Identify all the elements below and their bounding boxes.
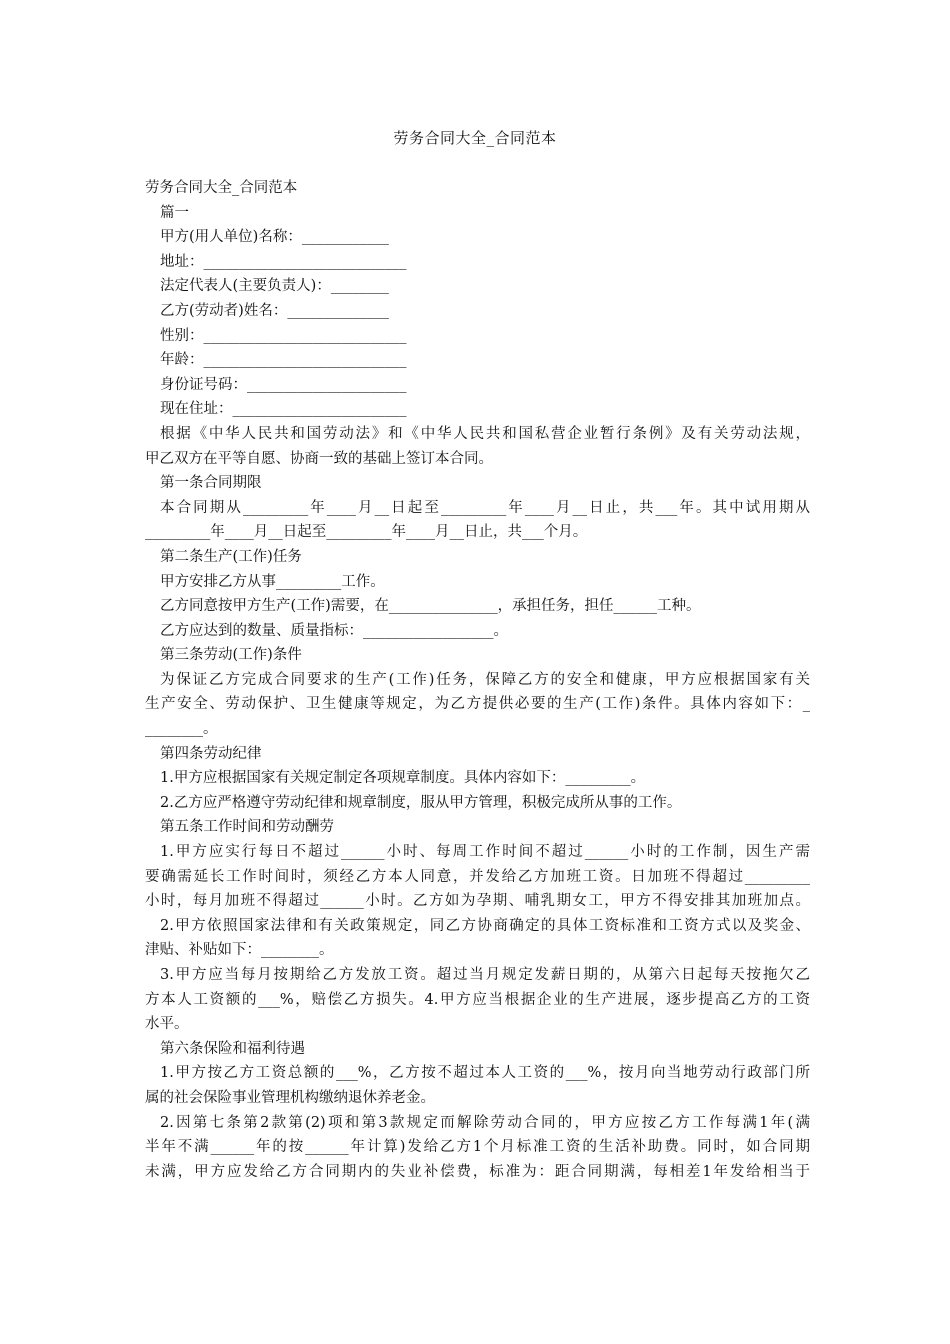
paragraph-line: 半年不满______年的按______年计算)发给乙方1个月标准工资的生活补助费。同时，如合同期	[145, 1139, 810, 1156]
paragraph-line: 2.乙方应严格遵守劳动纪律和规章制度，服从甲方管理，积极完成所从事的工作。	[160, 794, 682, 811]
paragraph-line: 要确需延长工作时间时，须经乙方本人同意，并发给乙方加班工资。日加班不得超过_________	[145, 868, 810, 885]
id-number-field: 身份证号码：______________________	[160, 376, 407, 393]
paragraph-line: 小时，每月加班不得超过______小时。乙方如为孕期、哺乳期女工，甲方不得安排其加班加点。	[145, 893, 810, 910]
paragraph-line: 甲乙双方在平等自愿、协商一致的基础上签订本合同。	[145, 450, 493, 467]
paragraph-line: 乙方同意按甲方生产(工作)需要，在_______________，承担任务，担任______工种。	[160, 598, 701, 615]
section-heading: 第一条合同期限	[160, 475, 262, 492]
paragraph-line: 水平。	[145, 1016, 189, 1033]
paragraph-line: ________。	[145, 721, 218, 738]
paragraph-line: _________年____月__日起至_________年____月__日止，共___个月。	[145, 524, 588, 541]
page-title: 劳务合同大全_合同范本	[393, 129, 557, 147]
paragraph-line: 未满，甲方应发给乙方合同期内的失业补偿费，标准为：距合同期满，每相差1年发给相当于	[145, 1163, 810, 1180]
paragraph-line: 属的社会保险事业管理机构缴纳退休养老金。	[145, 1089, 435, 1106]
paragraph-line: 1.甲方应实行每日不超过______小时、每周工作时间不超过______小时的工作制，因生产需	[160, 844, 810, 861]
paragraph-line: 甲方安排乙方从事_________工作。	[160, 573, 385, 590]
paragraph-line: 方本人工资额的___%，赔偿乙方损失。4.甲方应当根据企业的生产进展，逐步提高乙方的工资	[145, 991, 810, 1008]
party-b-name-field: 乙方(劳动者)姓名：______________	[160, 302, 389, 319]
paragraph-line: 2.甲方依照国家法律和有关政策规定，同乙方协商确定的具体工资标准和工资方式以及奖金、	[160, 917, 810, 934]
section-heading: 第四条劳动纪律	[160, 745, 262, 762]
document-body	[145, 176, 810, 1184]
paragraph-line: 3.甲方应当每月按期给乙方发放工资。超过当月规定发薪日期的，从第六日起每天按拖欠乙	[160, 967, 810, 983]
paragraph-line: 乙方应达到的数量、质量指标：__________________。	[160, 622, 508, 639]
address-field: 地址：____________________________	[160, 253, 407, 270]
paragraph-line: 为保证乙方完成合同要求的生产(工作)任务，保障乙方的安全和健康，甲方应根据国家有关	[160, 671, 810, 688]
paragraph-line: 生产安全、劳动保护、卫生健康等规定，为乙方提供必要的生产(工作)条件。具体内容如下：_	[145, 696, 810, 713]
chapter-label: 篇一	[160, 204, 189, 221]
paragraph-line: 1.甲方按乙方工资总额的___%，乙方按不超过本人工资的___%，按月向当地劳动行政部门所	[160, 1065, 810, 1082]
paragraph-line: 津贴、补贴如下：________。	[145, 942, 334, 959]
paragraph-line: 根据《中华人民共和国劳动法》和《中华人民共和国私营企业暂行条例》及有关劳动法规，	[160, 425, 810, 442]
section-heading: 第三条劳动(工作)条件	[160, 647, 302, 664]
paragraph-line: 1.甲方应根据国家有关规定制定各项规章制度。具体内容如下：_________。	[160, 770, 646, 787]
section-heading: 第二条生产(工作)任务	[160, 548, 302, 565]
document-heading: 劳务合同大全_合同范本	[145, 180, 298, 196]
paragraph-line: 2.因第七条第2款第(2)项和第3款规定而解除劳动合同的，甲方应按乙方工作每满1年(满	[160, 1114, 810, 1131]
section-heading: 第六条保险和福利待遇	[160, 1040, 305, 1057]
age-field: 年龄：____________________________	[160, 352, 407, 369]
party-a-name-field: 甲方(用人单位)名称：____________	[160, 229, 389, 246]
section-heading: 第五条工作时间和劳动酬劳	[160, 819, 334, 836]
paragraph-line: 本合同期从_________年____月__日起至_________年____月__日止，共___年。其中试用期从	[160, 499, 810, 516]
legal-representative-field: 法定代表人(主要负责人)：________	[160, 278, 389, 295]
current-address-field: 现在住址：________________________	[160, 401, 407, 418]
gender-field: 性别：____________________________	[160, 327, 407, 344]
